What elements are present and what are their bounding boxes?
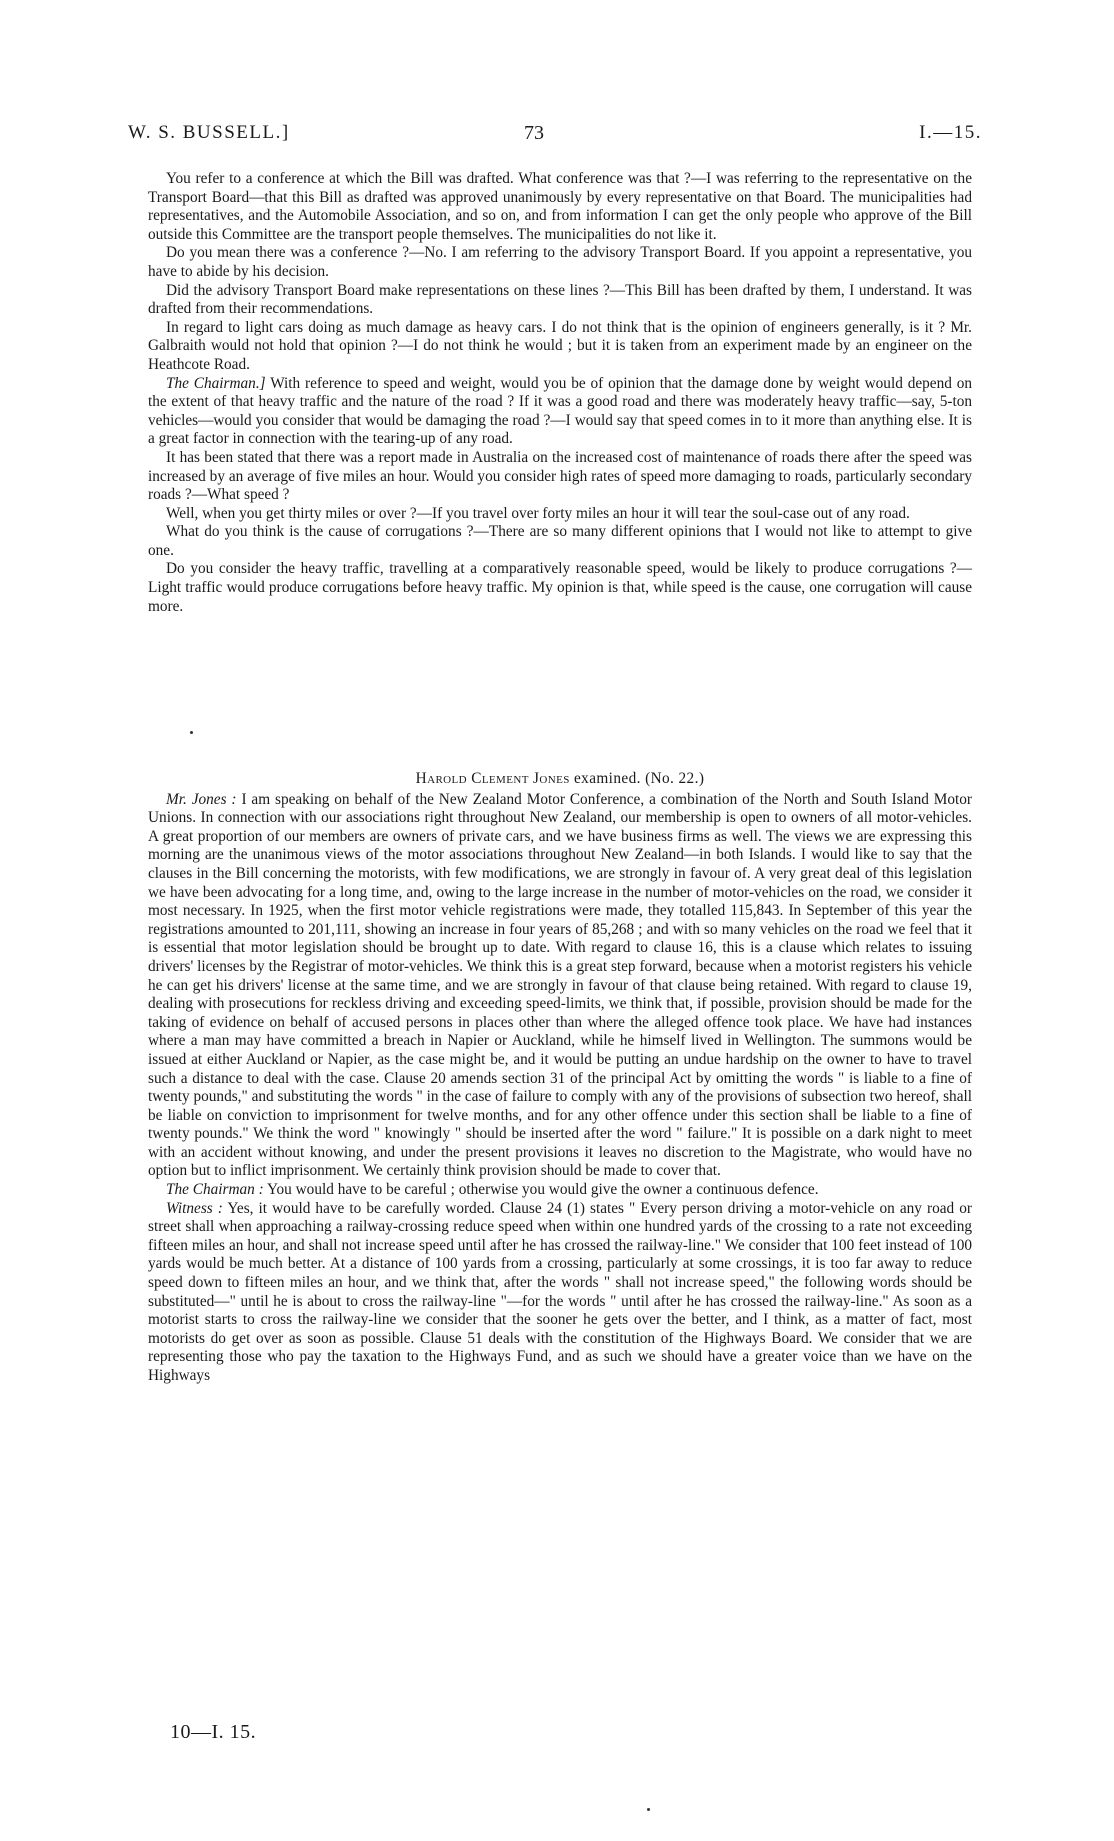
paragraph: [148, 375, 972, 449]
running-head-witness: W. S. BUSSELL.]: [128, 122, 290, 143]
paragraph: [148, 1181, 972, 1200]
page-number: 73: [524, 122, 544, 144]
print-speck: [647, 1808, 650, 1811]
paragraph: Well, when you get thirty miles or over ?—If you travel over forty miles an hour it will tear the soul-case out of any road.: [166, 504, 910, 522]
paragraph: Did the advisory Transport Board make representations on these lines ?—This Bill has been drafted by them, I understand. It was drafted from their recommendations.: [148, 281, 972, 318]
speaker-label: The Chairman :: [166, 1181, 264, 1199]
paragraph: [148, 791, 972, 1181]
paragraph: It has been stated that there was a report made in Australia on the increased cost of maintenance of roads there after the speed was increased by an average of five miles an hour. Would you consider high rates of speed more damaging to roads, particularly secondary roads ?—What speed ?: [148, 448, 972, 504]
witness-name: Harold Clement Jones: [415, 770, 570, 787]
paragraph-text: With reference to speed and weight, would you be of opinion that the damage done by weight would depend on the extent of that heavy traffic and the nature of the road ? If it was a good road and there was moderately heavy traffic—say, 5-ton vehicles—would you consider that would be damaging the road ?—I would say that speed comes in to it more than anything else. It is a great factor in connection with the tearing-up of any road.: [148, 374, 973, 448]
paragraph: Do you mean there was a conference ?—No. I am referring to the advisory Transport Board. If you appoint a representative, you have to abide by his decision.: [148, 244, 972, 280]
print-speck: [190, 731, 193, 734]
paragraph: In regard to light cars doing as much damage as heavy cars. I do not think that is the opinion of engineers generally, is it ? Mr. Galbraith would not hold that opinion ?—I do not think he would ; but it is taken from an experiment made by an engineer on the Heathcote Road.: [148, 318, 972, 373]
paragraph: [148, 1200, 972, 1386]
paragraph-text: Yes, it would have to be carefully worded. Clause 24 (1) states " Every person driving a motor-vehicle on any road or street shall when approaching a railway-crossing reduce speed when within one hundred yards of the crossing to a rate not exceeding fifteen miles an hour, and shall not increase speed until after he has crossed the railway-line." We consider that 100 feet instead of 100 yards would be much better. At a distance of 100 yards from a crossing, particularly at some crossings, it is too far away to reduce speed down to fifteen miles an hour, and we think that, after the words " shall not increase speed," the following words should be substituted—" until he is about to cross the railway-line "—for the words " until after he has crossed the railway-line." As soon as a motorist starts to cross the railway-line we consider that the sooner he gets over the better, and I think, as a matter of fact, most motorists do get over as soon as possible. Clause 51 deals with the constitution of the Highways Board. We consider that we are representing those who pay the taxation to the Highways Fund, and as such we should have a greater voice than we have on the Highways: [148, 1199, 972, 1384]
paragraph-text: I am speaking on behalf of the New Zealand Motor Conference, a combination of the North and South Island Motor Unions. In connection with our associations right throughout New Zealand, our membership is open to owners of all motor-vehicles. A great proportion of our members are owners of private cars, and we have business firms as well. The views we are expressing this morning are the unanimous views of the motor associations throughout New Zealand—in both Islands. I would like to say that the clauses in the Bill concerning the motorists, with few modifications, we are strongly in favour of. A very great deal of this legislation we have been advocating for a long time, and, owing to the large increase in the number of motor-vehicles on the road, we consider it most necessary. In 1925, when the first motor vehicle registrations were made, they totalled 115,843. In September of this year the registrations amounted to 201,111, showing an increase in four years of 85,268 ; and with so many vehicles on the road we feel that it is essential that motor legislation should be brought up to date. With regard to clause 16, this is a clause which relates to issuing drivers' licenses by the Registrar of motor-vehicles. We think this is a great step forward, because when a motorist registers his vehicle he can get his drivers' license at the same time, and we are strongly in favour of that clause being retained. With regard to clause 19, dealing with prosecutions for reckless driving and exceeding speed-limits, we think that, if possible, provision should be made for the taking of evidence on behalf of accused persons in places other than where the alleged offence took place. We have had instances where a man may have committed a breach in Napier or Auckland, while he himself lived in Wellington. The summons would be issued at either Auckland or Napier, as the case might be, and it would be putting an undue hardship on the owner to have to travel such a distance to deal with the case. Clause 20 amends section 31 of the principal Act by omitting the words " is liable to a fine of twenty pounds," and substituting the words " in the case of failure to comply with any of the provisions of subsection two hereof, shall be liable on conviction to imprisonment for twelve months, and for any other offence under this section shall be liable to a fine of twenty pounds." We think the word " knowingly " should be inserted after the word " failure." It is possible on a dark night to meet with an accident without knowing, and under the present provisions it leaves no discretion to the Magistrate, who would have no option but to inflict imprisonment. We certainly think provision should be made to cover that.: [148, 790, 972, 1180]
signature-mark: 10—I. 15.: [170, 1721, 257, 1743]
speaker-label: The Chairman.]: [166, 374, 266, 392]
evidence-section-jones: [148, 770, 972, 1386]
witness-heading: [148, 770, 972, 789]
paragraph: Do you consider the heavy traffic, travelling at a comparatively reasonable speed, would be likely to produce corrugations ?—Light traffic would produce corrugations before heavy traffic. My opinion is that, while speed is the cause, one corrugation will cause more.: [148, 560, 972, 615]
paragraph: You refer to a conference at which the Bill was drafted. What conference was that ?—I was referring to the representative on the Transport Board—that this Bill as drafted was approved unanimously by every representative on that Board. The municipalities had representatives, and the Automobile Association, and so on, and from information I can get the only people who approve of the Bill outside this Committee are the transport people themselves. The municipalities do not like it.: [148, 170, 972, 243]
evidence-section-bussell: [148, 170, 972, 616]
paragraph-text: You would have to be careful ; otherwise you would give the owner a continuous defence.: [263, 1181, 819, 1199]
paragraph: What do you think is the cause of corrugations ?—There are so many different opinions that I would not like to attempt to give one.: [148, 523, 972, 559]
speaker-label: Mr. Jones :: [166, 790, 237, 808]
running-head-paper-ref: I.—15.: [919, 122, 982, 143]
witness-heading-rest: examined. (No. 22.): [569, 770, 705, 787]
speaker-label: Witness :: [166, 1199, 223, 1217]
